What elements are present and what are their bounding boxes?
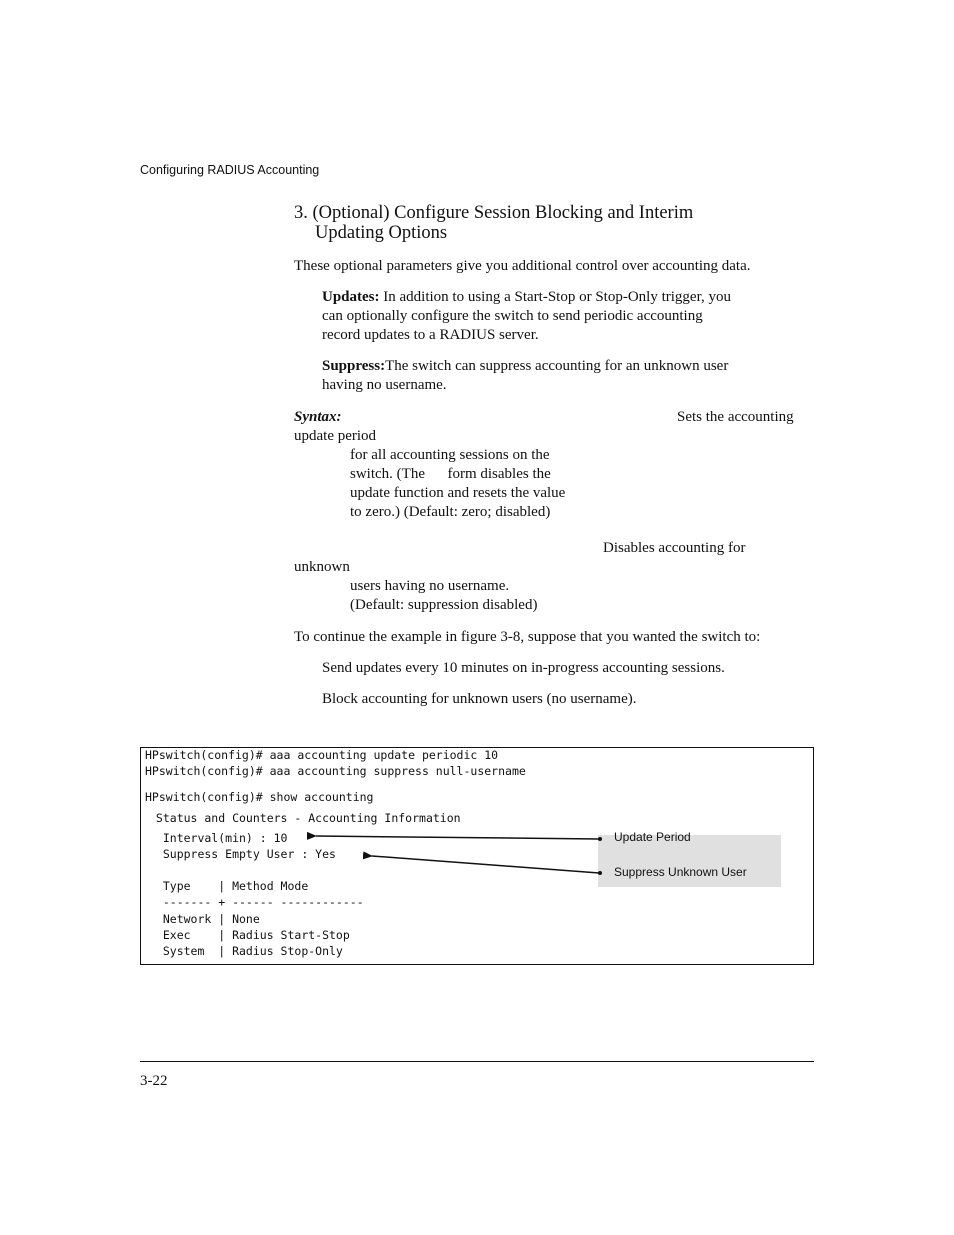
suppress-line-1: The switch can suppress accounting for an unknown user <box>385 358 729 374</box>
callout-dot <box>598 871 602 875</box>
suppress-label: Suppress: <box>322 358 386 374</box>
syntax-label: Syntax: <box>294 409 342 425</box>
bullet-item: Send updates every 10 minutes on in-progress accounting sessions. <box>322 660 725 676</box>
running-head: Configuring RADIUS Accounting <box>140 163 320 177</box>
code-line: Type | Method Mode <box>149 879 309 893</box>
code-line: System | Radius Stop-Only <box>149 944 343 958</box>
code-line: ------- + ------ ------------ <box>149 895 364 909</box>
update-period-arrow <box>316 836 599 839</box>
syntax-suppress-left: unknown <box>294 559 350 575</box>
updates-line-3: record updates to a RADIUS server. <box>322 327 539 343</box>
code-line: Interval(min) : 10 <box>149 831 288 845</box>
suppress-desc-line: users having no username. <box>350 578 510 594</box>
bullet-item: Block accounting for unknown users (no username). <box>322 691 637 707</box>
page-number: 3-22 <box>140 1073 168 1089</box>
suppress-desc-line: (Default: suppression disabled) <box>350 597 538 613</box>
code-line: HPswitch(config)# show accounting <box>145 790 374 804</box>
suppress-line-2: having no username. <box>322 377 447 393</box>
example-intro: To continue the example in figure 3-8, suppose that you wanted the switch to: <box>294 629 761 645</box>
code-line: Status and Counters - Accounting Information <box>149 811 461 825</box>
callout-update-period: Update Period <box>614 830 691 844</box>
updates-label: Updates: <box>322 289 380 305</box>
callout-dot <box>598 837 602 841</box>
heading-line-2: Updating Options <box>315 223 448 243</box>
update-desc-line: for all accounting sessions on the <box>350 447 550 463</box>
suppress-arrow <box>372 856 599 873</box>
updates-line-2: can optionally configure the switch to send periodic accounting <box>322 308 703 324</box>
update-desc-line: to zero.) (Default: zero; disabled) <box>350 504 551 520</box>
heading-line-1: 3. (Optional) Configure Session Blocking and Interim <box>294 203 694 223</box>
update-desc-line: switch. (The form disables the <box>350 466 551 482</box>
code-line: HPswitch(config)# aaa accounting suppress null-username <box>145 764 526 778</box>
code-line: Exec | Radius Start-Stop <box>149 928 350 942</box>
code-line: HPswitch(config)# aaa accounting update periodic 10 <box>145 748 499 762</box>
callout-suppress-unknown-user: Suppress Unknown User <box>614 865 747 879</box>
code-line: Network | None <box>149 912 260 926</box>
intro-paragraph: These optional parameters give you additional control over accounting data. <box>294 258 751 274</box>
syntax-suppress-right: Disables accounting for <box>603 540 746 556</box>
syntax-update-left: update period <box>294 428 377 444</box>
syntax-update-right: Sets the accounting <box>677 409 794 425</box>
updates-line-1: In addition to using a Start-Stop or Stop-Only trigger, you <box>379 289 731 305</box>
update-desc-line: update function and resets the value <box>350 485 566 501</box>
code-line: Suppress Empty User : Yes <box>149 847 336 861</box>
footer-rule <box>140 1061 814 1062</box>
